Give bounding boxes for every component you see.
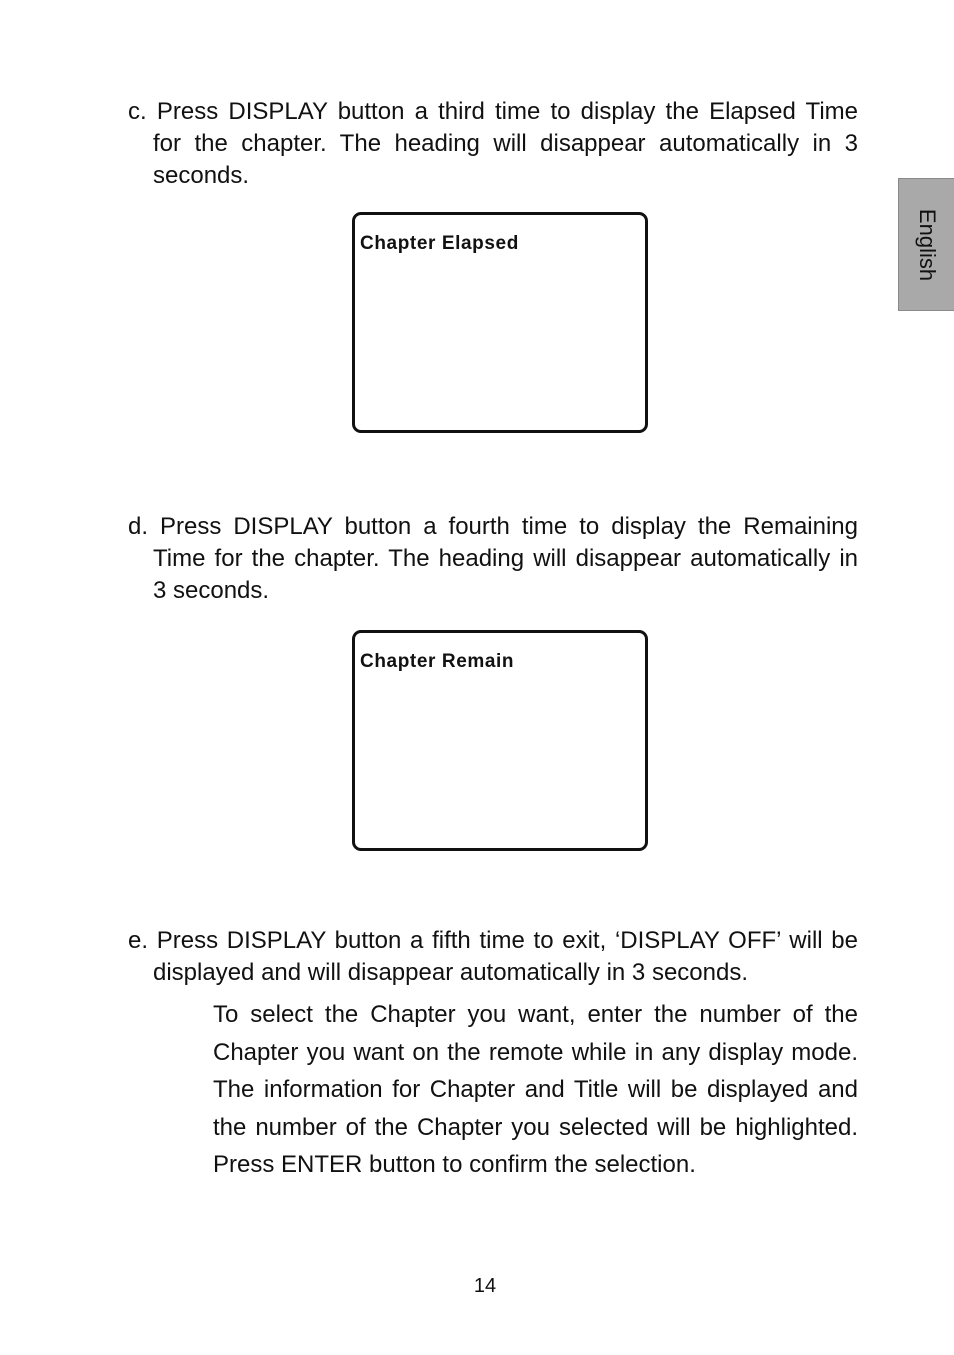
step-e-line-2: displayed and will disappear automatically in 3 seconds. <box>153 959 749 986</box>
step-e-line-1: e. Press DISPLAY button a fifth time to exit, ‘DISPLAY OFF’ will be <box>128 927 858 954</box>
note-line-3: The information for Chapter and Title will be displayed and <box>213 1076 858 1103</box>
chapter-elapsed-label: Chapter Elapsed <box>360 233 519 254</box>
step-d-line-2: Time for the chapter. The heading will disappear automatically in <box>153 545 858 572</box>
note-line-5: Press ENTER button to confirm the selection. <box>213 1151 696 1178</box>
language-tab <box>898 178 954 311</box>
step-d-instruction <box>128 511 858 607</box>
step-c-instruction <box>128 96 858 192</box>
note-line-4: the number of the Chapter you selected will be highlighted. <box>213 1113 858 1141</box>
chapter-elapsed-screen <box>352 212 648 433</box>
step-d-line-1: d. Press DISPLAY button a fourth time to display the Remaining <box>128 513 858 540</box>
step-e-instruction <box>128 925 858 989</box>
step-c-line-3: seconds. <box>153 162 250 189</box>
chapter-remain-screen <box>352 630 648 851</box>
language-tab-label: English <box>914 208 940 281</box>
note-line-2: Chapter you want on the remote while in any display mode. <box>213 1038 858 1066</box>
note-line-1: To select the Chapter you want, enter the number of the <box>213 1001 858 1028</box>
chapter-remain-label: Chapter Remain <box>360 651 515 672</box>
page-number: 14 <box>473 1275 497 1297</box>
chapter-select-note <box>213 996 858 1184</box>
step-c-line-2: for the chapter. The heading will disappear automatically in 3 <box>153 130 858 157</box>
step-c-line-1: c. Press DISPLAY button a third time to display the Elapsed Time <box>128 98 858 125</box>
step-d-line-3: 3 seconds. <box>153 577 270 604</box>
